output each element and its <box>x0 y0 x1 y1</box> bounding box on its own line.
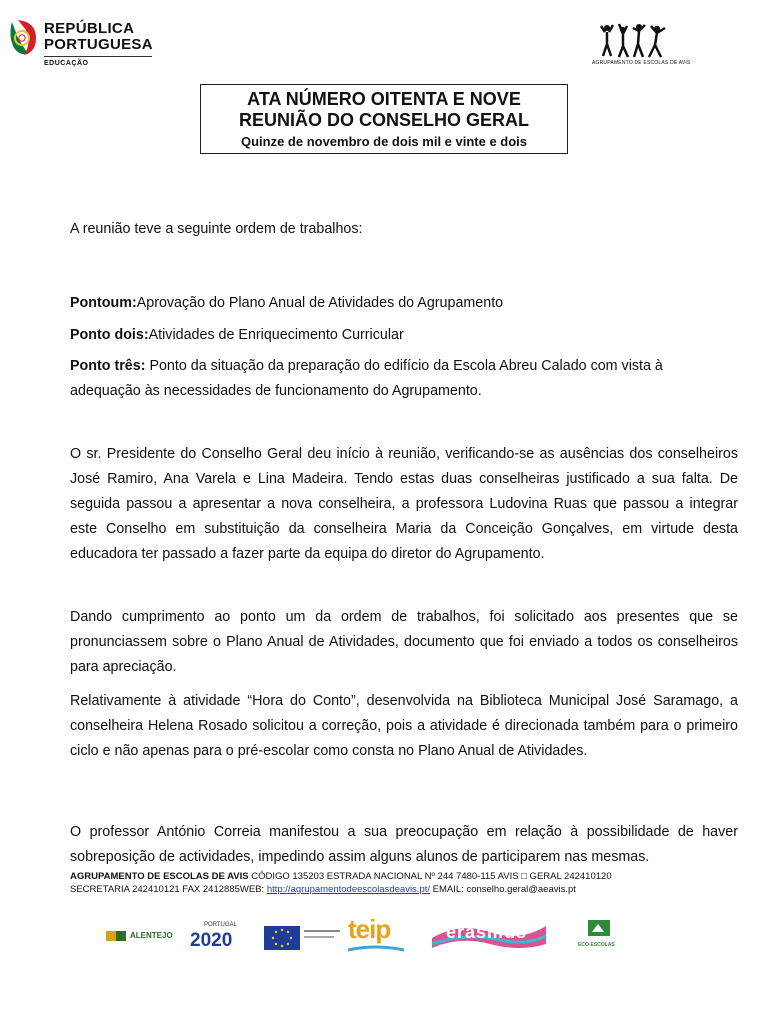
footer-contact: CÓDIGO 135203 ESTRADA NACIONAL Nº 244 7480-115 AVIS □ GERAL 242410120 <box>248 871 612 882</box>
paragraph-1: O sr. Presidente do Conselho Geral deu início à reunião, verificando-se as ausências dos conselheiros José Ramiro, Ana Varela e Lina Madeira. Tendo estas duas conselheiras justificado a sua falta. De seguida passou a apresentar a nova conselheira, a professora Ludovina Ruas que passou a integrar este Conselho em substituição da conselheira Maria da Conceição Gonçalves, em virtude desta educadora ter passado a fazer parte da equipa do diretor do Agrupamento. <box>70 446 738 562</box>
title-box <box>200 84 568 154</box>
alentejo-2020-logo <box>106 914 172 954</box>
footer-website-link[interactable]: http://agrupamentodeescolasdeavis.pt/ <box>266 884 431 895</box>
agenda-text: Ponto da situação da preparação do edifício da Escola Abreu Calado com vista à adequação às necessidades de funcionamento do Agrupamento. <box>70 358 663 399</box>
eu-text-line <box>304 936 334 938</box>
paragraph-4: O professor António Correia manifestou a sua preocupação em relação à possibilidade de haver sobreposição de actividades, impedindo assim alguns alunos de participarem nas mesmas. <box>70 824 738 865</box>
logo-line-republica: REPÚBLICA <box>44 20 135 37</box>
agenda-label: Ponto três: <box>70 358 146 374</box>
erasmus-logo <box>430 914 548 954</box>
footer-org: AGRUPAMENTO DE ESCOLAS DE AVIS <box>70 871 249 882</box>
agrupamento-avis-logo <box>592 22 691 70</box>
agenda-text: Atividades de Enriquecimento Curricular <box>148 327 404 343</box>
footer-email: EMAIL: conselho.geral@aeavis.pt <box>430 884 576 895</box>
alentejo-mark-icon <box>106 928 128 944</box>
agenda-item-1 <box>70 291 738 316</box>
agenda-label: Ponto dois: <box>70 327 149 343</box>
republica-portuguesa-logo <box>6 18 166 70</box>
portugal-flag-emblem-icon <box>6 18 40 56</box>
footer-line-2 <box>70 884 576 896</box>
intro-text: A reunião teve a seguinte ordem de trabalhos: <box>70 221 363 237</box>
eu-text-line <box>304 930 340 932</box>
logo-line-educacao: EDUCAÇÃO <box>44 60 89 67</box>
paragraph-2: Dando cumprimento ao ponto um da ordem de trabalhos, foi solicitado aos presentes que se pronunciassem sobre o Plano Anual de Atividades, documento que foi enviado a todos os conselheiros para apreciação. <box>70 609 738 675</box>
eu-flag-logo <box>262 914 342 954</box>
footer-phone-fax: SECRETARIA 242410121 FAX 2412885WEB: <box>70 884 267 895</box>
paragraph-3: Relativamente à atividade “Hora do Conto”, desenvolvida na Biblioteca Municipal José Saramago, a conselheira Helena Rosado solicitou a correção, pois a atividade é direcionada também para o primeiro ciclo e não apenas para o pré-escolar como consta no Plano Anual de Atividades. <box>70 693 738 759</box>
title-meeting: REUNIÃO DO CONSELHO GERAL <box>238 110 529 130</box>
agenda-label: Pontoum: <box>70 295 137 311</box>
eco-flag-icon <box>586 918 612 940</box>
logo-divider <box>44 56 152 57</box>
teip-label: teip <box>348 914 391 944</box>
eco-label: ECO-ESCOLAS <box>578 942 615 948</box>
logo-line-portuguesa: PORTUGUESA <box>44 36 153 53</box>
agenda-item-2 <box>70 323 738 348</box>
children-silhouettes-icon <box>597 22 675 60</box>
agenda-text: Aprovação do Plano Anual de Atividades do Agrupamento <box>136 295 504 311</box>
portugal-2020-logo <box>186 914 256 954</box>
eu-stars-icon <box>264 926 300 950</box>
erasmus-label: erasmus <box>446 922 528 942</box>
teip-logo <box>346 914 408 954</box>
agenda-item-3 <box>70 354 670 404</box>
footer-line-1 <box>70 871 612 883</box>
teip-swoosh-icon <box>346 944 406 956</box>
title-date: Quinze de novembro de dois mil e vinte e dois <box>240 134 528 149</box>
agrupamento-caption: AGRUPAMENTO DE ESCOLAS DE AVIS <box>592 60 691 66</box>
title-ata-number: ATA NÚMERO OITENTA E NOVE <box>247 89 521 109</box>
eco-escolas-logo <box>576 914 622 954</box>
alentejo-label: ALENTEJO <box>130 931 173 940</box>
portugal-year: 2020 <box>190 930 233 951</box>
portugal-label: PORTUGAL <box>204 922 237 928</box>
